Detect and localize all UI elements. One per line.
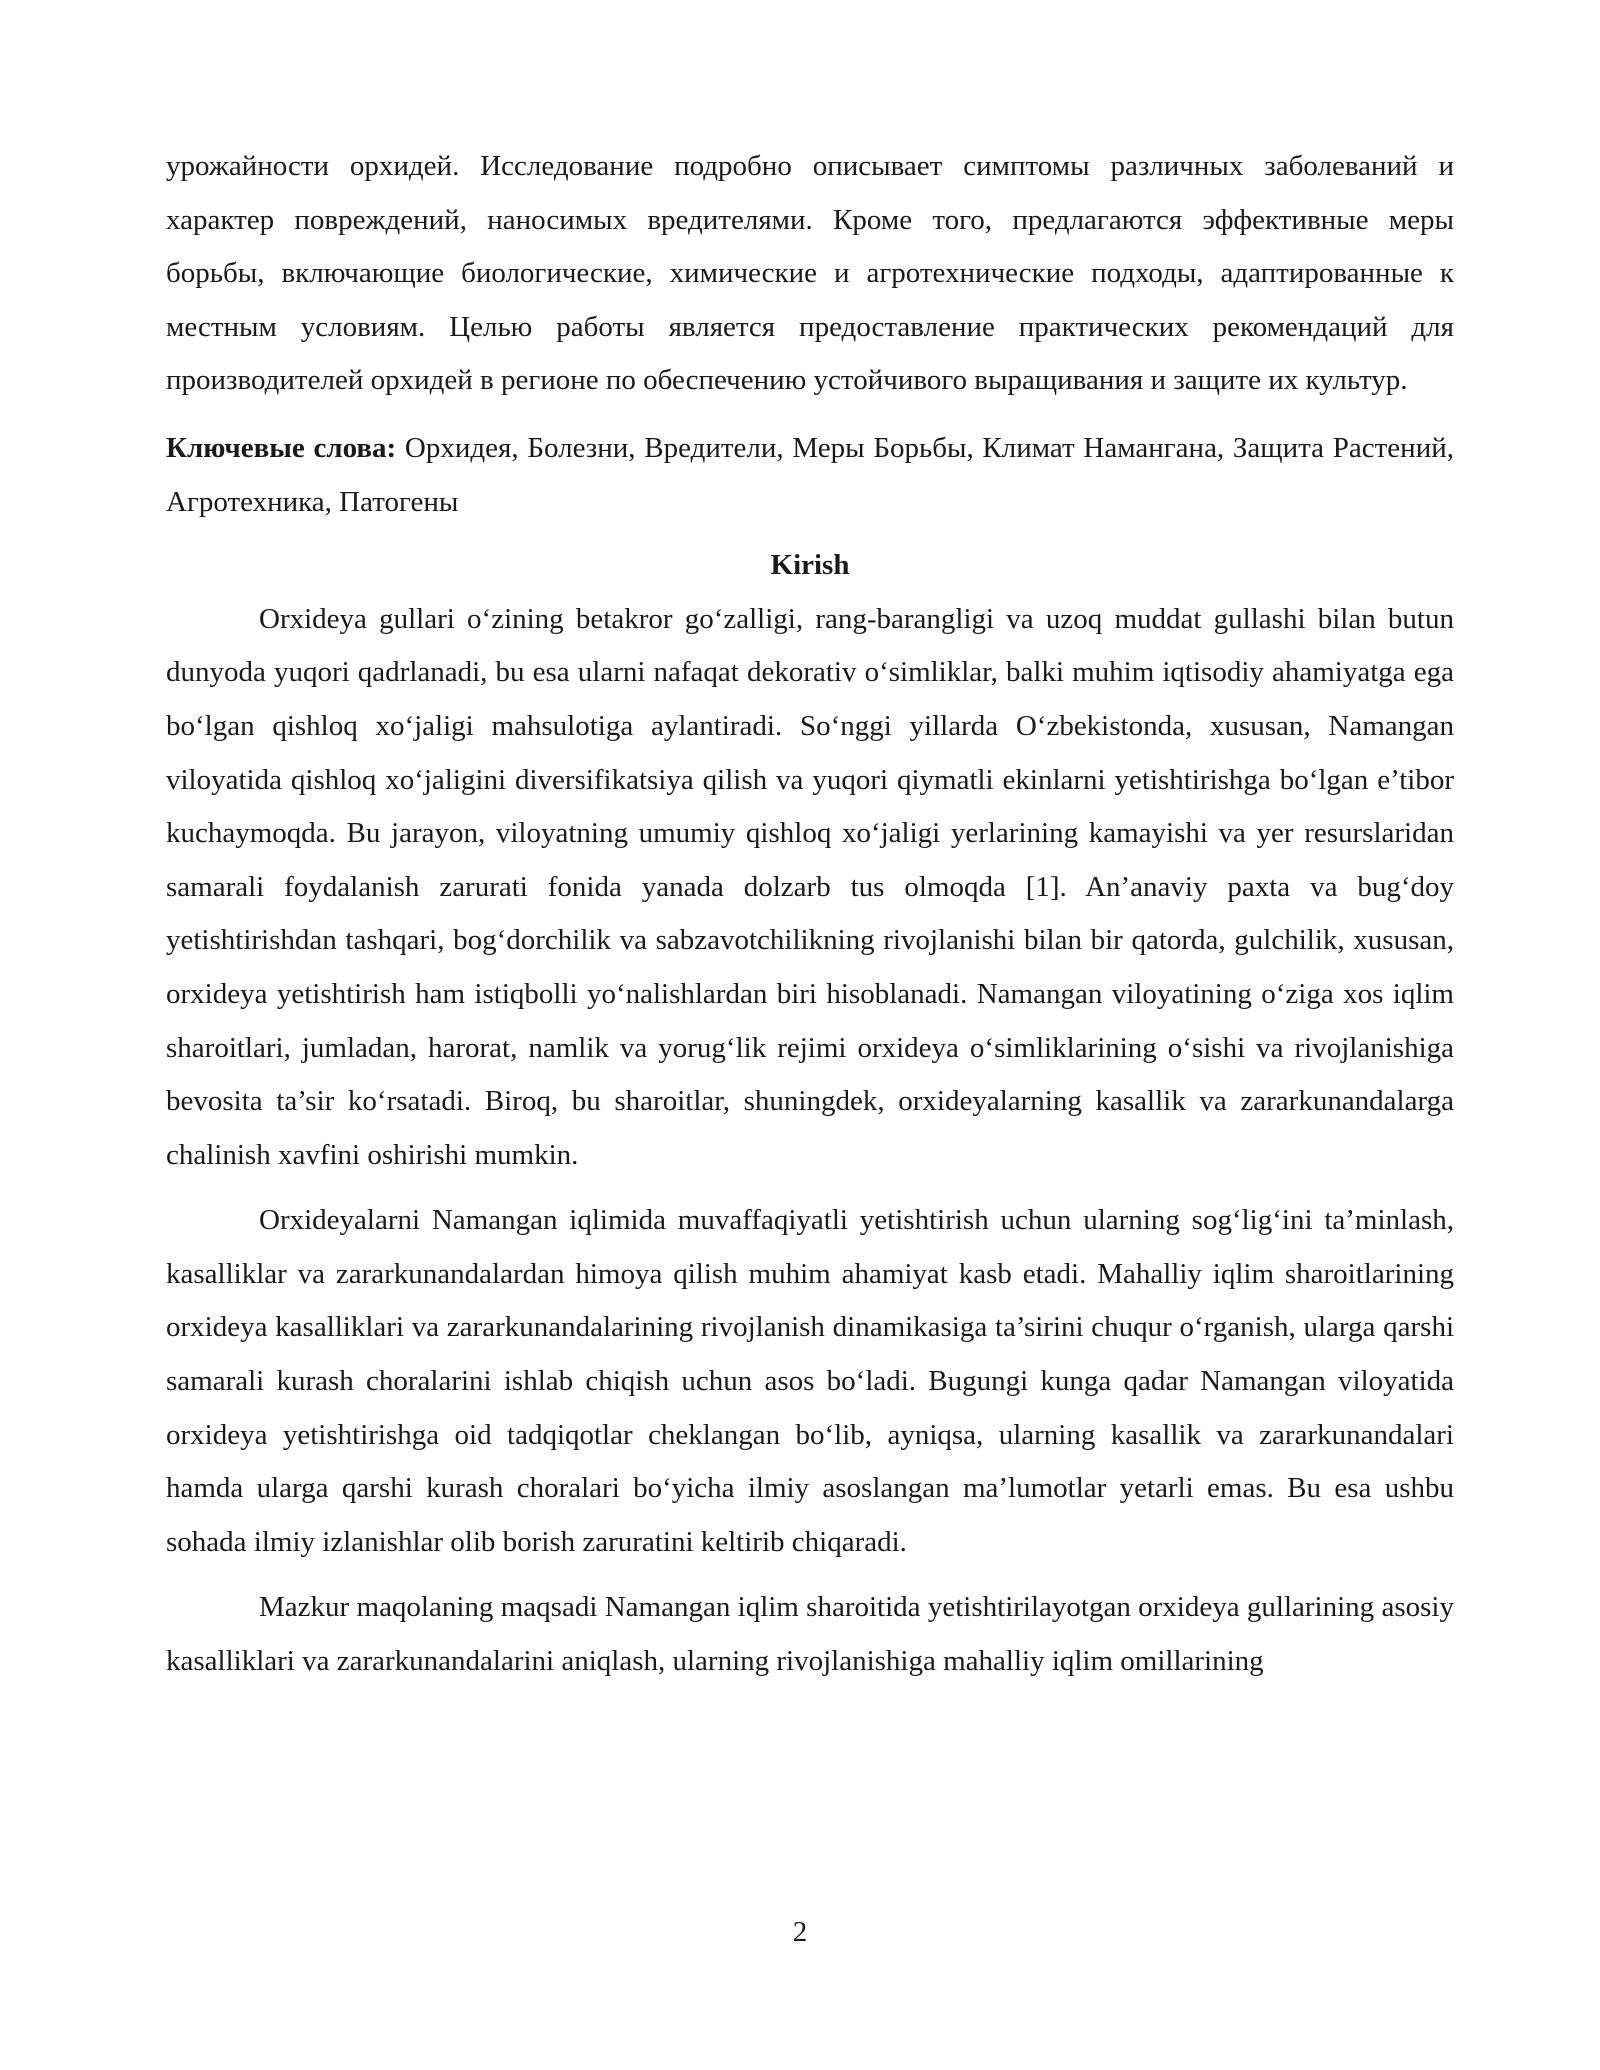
body-paragraph-1: Orxideya gullari o‘zining betakror go‘zalligi, rang-barangligi va uzoq muddat gullashi bilan butun dunyoda yuqori qadrlanadi, bu esa ularni nafaqat dekorativ o‘simliklar, balki muhim iqtisodiy ahamiyatga ega bo‘lgan qishloq xo‘jaligi mahsulotiga aylantiradi. So‘nggi yillarda O‘zbekistonda, xususan, Namangan viloyatida qishloq xo‘jaligini diversifikatsiya qilish va yuqori qiymatli ekinlarni yetishtirishga bo‘lgan e’tibor kuchaymoqda. Bu jarayon, viloyatning umumiy qishloq xo‘jaligi yerlarining kamayishi va yer resurslaridan samarali foydalanish zarurati fonida yanada dolzarb tus olmoqda [1]. An’anaviy paxta va bug‘doy yetishtirishdan tashqari, bog‘dorchilik va sabzavotchilikning rivojlanishi bilan bir qatorda, gulchilik, xususan, orxideya yetishtirish ham istiqbolli yo‘nalishlardan biri hisoblanadi. Namangan viloyatining o‘ziga xos iqlim sharoitlari, jumladan, harorat, namlik va yorug‘lik rejimi orxideya o‘simliklarining o‘sishi va rivojlanishiga bevosita ta’sir ko‘rsatadi. Biroq, bu sharoitlar, shuningdek, orxideyalarning kasallik va zararkunandalarga chalinish xavfini oshirishi mumkin.	[166, 602, 1454, 1171]
abstract-continuation: урожайности орхидей. Исследование подробно описывает симптомы различных заболеваний и характер повреждений, наносимых вредителями. Кроме того, предлагаются эффективные меры борьбы, включающие биологические, химические и агротехнические подходы, адаптированные к местным условиям. Целью работы является предоставление практических рекомендаций для производителей орхидей в регионе по обеспечению устойчивого выращивания и защите их культур.	[166, 150, 1454, 397]
document-page	[166, 140, 1454, 1689]
page-number: 2	[792, 1916, 808, 1948]
body-paragraph-2: Orxideyalarni Namangan iqlimida muvaffaqiyatli yetishtirish uchun ularning sog‘lig‘ini ta’minlash, kasalliklar va zararkunandalardan himoya qilish muhim ahamiyat kasb etadi. Mahalliy iqlim sharoitlarining orxideya kasalliklari va zararkunandalarining rivojlanish dinamikasiga ta’sirini chuqur o‘rganish, ularga qarshi samarali kurash choralarini ishlab chiqish uchun asos bo‘ladi. Bugungi kunga qadar Namangan viloyatida orxideya yetishtirishga oid tadqiqotlar cheklangan bo‘lib, ayniqsa, ularning kasallik va zararkunandalari hamda ularga qarshi kurash choralari bo‘yicha ilmiy asoslangan ma’lumotlar yetarli emas. Bu esa ushbu sohada ilmiy izlanishlar olib borish zaruratini keltirib chiqaradi.	[166, 1204, 1454, 1558]
keywords-paragraph	[166, 422, 1454, 529]
keywords-label: Ключевые слова:	[166, 431, 397, 464]
section-heading: Kirish	[770, 549, 850, 582]
body-paragraph-3: Mazkur maqolaning maqsadi Namangan iqlim sharoitida yetishtirilayotgan orxideya gullarining asosiy kasalliklari va zararkunandalarini aniqlash, ularning rivojlanishiga mahalliy iqlim omillarining	[166, 1591, 1454, 1678]
keywords-text: Орхидея, Болезни, Вредители, Меры Борьбы, Климат Намангана, Защита Растений, Агротехника, Патогены	[166, 431, 1454, 518]
